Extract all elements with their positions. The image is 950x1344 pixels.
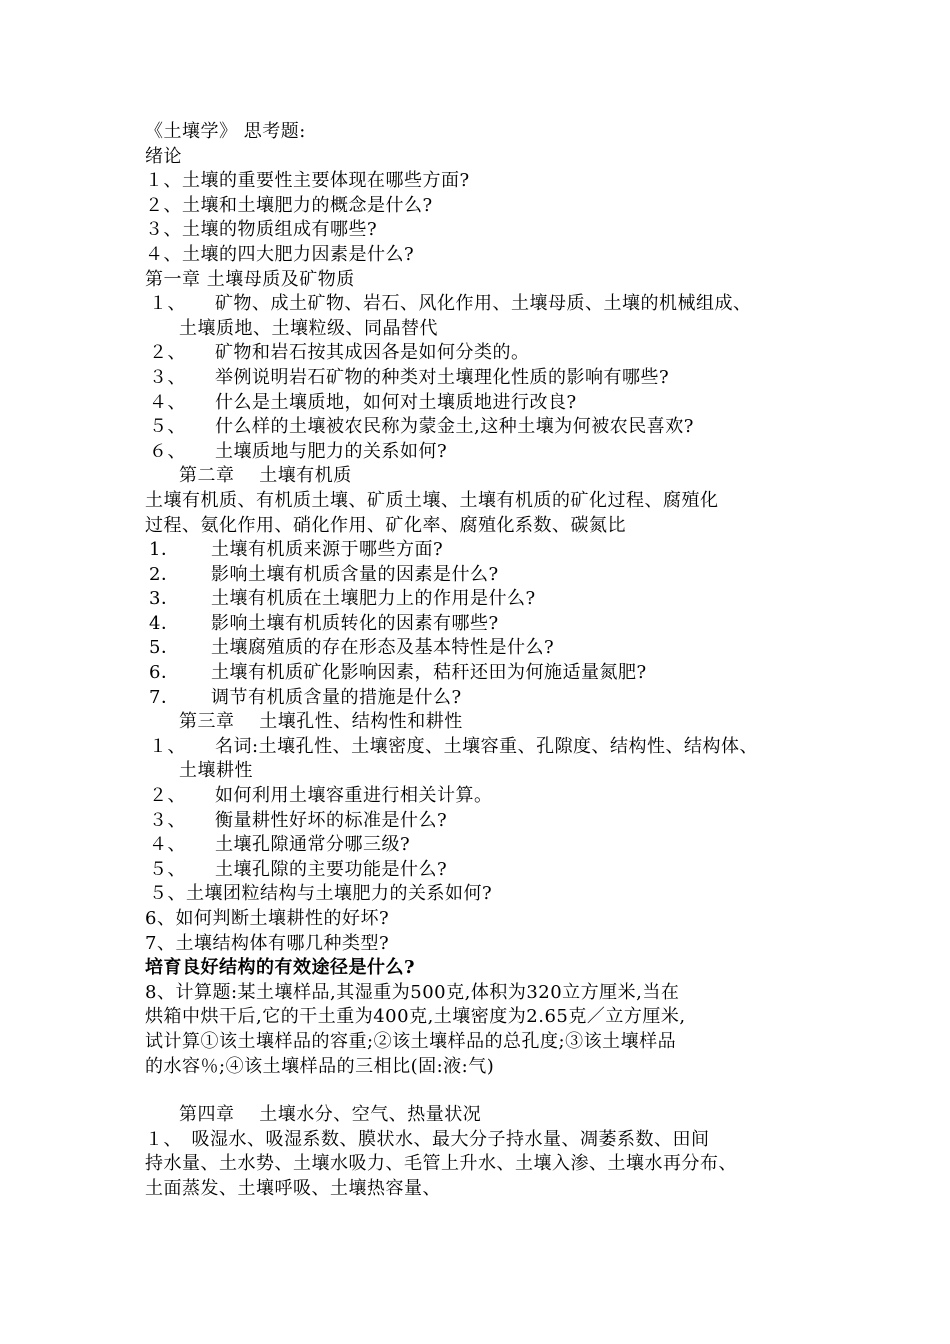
ch1-heading: 第一章 土壤母质及矿物质: [145, 268, 355, 290]
ch2-item-5: 5． 土壤腐殖质的存在形态及基本特性是什么?: [149, 637, 555, 659]
ch1-item-4: ４、 什么是土壤质地，如何对土壤质地进行改良?: [149, 391, 577, 413]
ch2-terms-line2: 过程、氨化作用、硝化作用、矿化率、腐殖化系数、碳氮比: [145, 514, 626, 536]
spacer: [145, 1079, 825, 1103]
ch3-item-4: ４、 土壤孔隙通常分哪三级?: [149, 834, 411, 856]
ch4-heading: 第四章 土壤水分、空气、热量状况: [179, 1104, 482, 1126]
ch4-line2: 持水量、土水势、土壤水吸力、毛管上升水、土壤入渗、土壤水再分布、: [145, 1153, 737, 1175]
intro-item-2: ２、土壤和土壤肥力的概念是什么?: [145, 194, 433, 216]
intro-item-3: ３、土壤的物质组成有哪些?: [145, 219, 378, 241]
intro-item-1: １、土壤的重要性主要体现在哪些方面?: [145, 170, 470, 192]
ch2-item-2: 2． 影响土壤有机质含量的因素是什么?: [149, 563, 499, 585]
ch3-item-3: ３、 衡量耕性好坏的标准是什么?: [149, 809, 448, 831]
ch1-item-1: １、 矿物、成土矿物、岩石、风化作用、土壤母质、土壤的机械组成、: [149, 293, 752, 315]
ch2-item-4: 4． 影响土壤有机质转化的因素有哪些?: [149, 612, 499, 634]
ch3-item-7: 7、土壤结构体有哪几种类型?: [145, 932, 390, 954]
ch3-item-1-cont: 土壤耕性: [179, 760, 253, 782]
ch4-line1: １、 吸湿水、吸湿系数、膜状水、最大分子持水量、凋萎系数、田间: [145, 1128, 710, 1150]
ch2-item-3: 3． 土壤有机质在土壤肥力上的作用是什么?: [149, 588, 536, 610]
ch2-item-1: 1． 土壤有机质来源于哪些方面?: [149, 539, 444, 561]
ch3-item-5b: ５、土壤团粒结构与土壤肥力的关系如何?: [149, 883, 493, 905]
ch4-line3: 土面蒸发、土壤呼吸、土壤热容量、: [145, 1177, 441, 1199]
document-page: [145, 120, 825, 1202]
ch1-item-5: ５、 什么样的土壤被农民称为蒙金土,这种土壤为何被农民喜欢?: [149, 416, 694, 438]
ch3-calc-line1: 8、计算题:某土壤样品,其湿重为500克,体积为320立方厘米,当在: [145, 981, 680, 1003]
ch3-item-2: ２、 如何利用土壤容重进行相关计算。: [149, 785, 493, 807]
ch2-item-6: 6． 土壤有机质矿化影响因素，秸秆还田为何施适量氮肥?: [149, 662, 647, 684]
doc-title: 《土壤学》 思考题:: [145, 121, 306, 142]
ch3-item-5: ５、 土壤孔隙的主要功能是什么?: [149, 858, 448, 880]
ch2-item-7: 7． 调节有机质含量的措施是什么?: [149, 686, 462, 708]
ch3-calc-line2: 烘箱中烘干后,它的干土重为400克,土壤密度为2.65克／立方厘米,: [145, 1006, 686, 1028]
ch3-item-6: 6、如何判断土壤耕性的好坏?: [145, 908, 390, 929]
ch1-item-3: ３、 举例说明岩石矿物的种类对土壤理化性质的影响有哪些?: [149, 366, 670, 388]
ch3-calc-line4: 的水容％;④该土壤样品的三相比(固:液:气): [145, 1055, 495, 1077]
intro-item-4: ４、土壤的四大肥力因素是什么?: [145, 243, 415, 265]
ch3-item-1: １、 名词:土壤孔性、土壤密度、土壤容重、孔隙度、结构性、结构体、: [149, 735, 759, 757]
ch3-heading: 第三章 土壤孔性、结构性和耕性: [179, 711, 463, 733]
ch3-bold-question: 培育良好结构的有效途径是什么?: [145, 957, 416, 979]
ch1-item-2: ２、 矿物和岩石按其成因各是如何分类的。: [149, 342, 530, 364]
ch3-calc-line3: 试计算①该土壤样品的容重;②该土壤样品的总孔度;③该土壤样品: [145, 1030, 677, 1052]
ch2-heading: 第二章 土壤有机质: [179, 465, 352, 487]
intro-heading: 绪论: [145, 145, 182, 167]
ch1-item-1-cont: 土壤质地、土壤粒级、同晶替代: [179, 317, 438, 339]
ch2-terms-line1: 土壤有机质、有机质土壤、矿质土壤、土壤有机质的矿化过程、腐殖化: [145, 489, 719, 511]
ch1-item-6: ６、 土壤质地与肥力的关系如何?: [149, 440, 448, 462]
